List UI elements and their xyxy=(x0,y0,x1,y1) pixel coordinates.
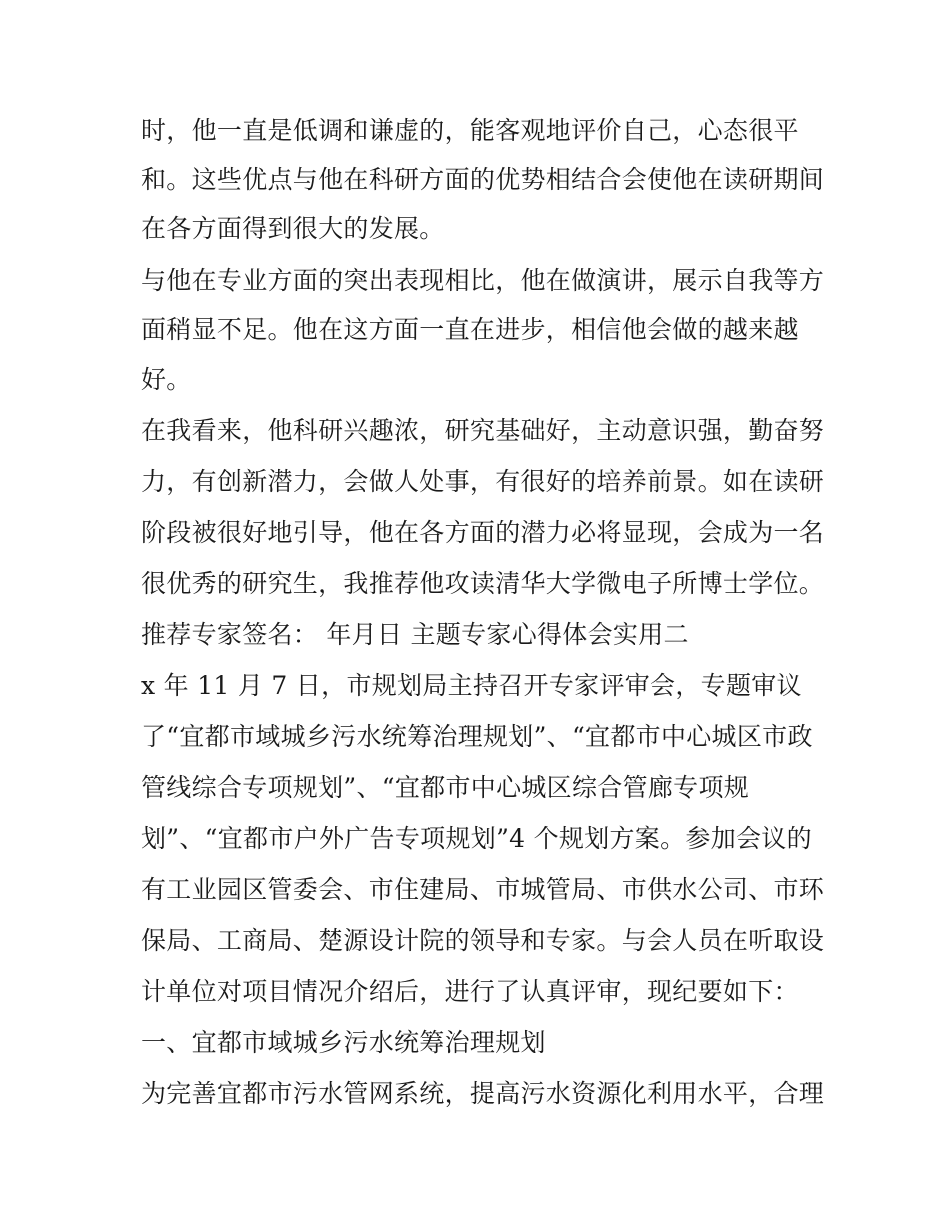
text-line: 力，有创新潜力，会做人处事，有很好的培养前景。如在读研 xyxy=(141,467,825,496)
text-line: 为完善宜都市污水管网系统，提高污水资源化利用水平，合理 xyxy=(141,1079,825,1108)
text-line: 阶段被很好地引导，他在各方面的潜力必将显现，会成为一名 xyxy=(141,518,825,547)
text-line: 计单位对项目情况介绍后，进行了认真评审，现纪要如下： xyxy=(141,977,799,1006)
text-line: 保局、工商局、楚源设计院的领导和专家。与会人员在听取设 xyxy=(141,926,825,955)
text-line: 时，他一直是低调和谦虚的，能客观地评价自己，心态很平 xyxy=(141,116,799,145)
text-line: 划”、“宜都市户外广告专项规划”4 个规划方案。参加会议的 xyxy=(141,824,812,853)
text-line: 了“宜都市域城乡污水统筹治理规划”、“宜都市中心城区市政 xyxy=(141,722,813,751)
text-line: 管线综合专项规划”、“宜都市中心城区综合管廊专项规 xyxy=(141,773,750,802)
text-line: 推荐专家签名： 年月日 主题专家心得体会实用二 xyxy=(141,620,689,649)
text-line: x 年 11 月 7 日，市规划局主持召开专家评审会，专题审议 xyxy=(141,671,802,700)
text-line: 好。 xyxy=(141,365,192,394)
text-line: 面稍显不足。他在这方面一直在进步，相信他会做的越来越 xyxy=(141,315,799,344)
text-line: 很优秀的研究生，我推荐他攻读清华大学微电子所博士学位。 xyxy=(141,569,825,598)
text-line: 有工业园区管委会、市住建局、市城管局、市供水公司、市环 xyxy=(141,875,825,904)
text-line: 与他在专业方面的突出表现相比，他在做演讲，展示自我等方 xyxy=(141,266,825,295)
text-line: 在我看来，他科研兴趣浓，研究基础好，主动意识强，勤奋努 xyxy=(141,416,825,445)
text-line: 在各方面得到很大的发展。 xyxy=(141,214,445,243)
text-line: 一、宜都市域城乡污水统筹治理规划 xyxy=(141,1028,546,1057)
text-line: 和。这些优点与他在科研方面的优势相结合会使他在读研期间 xyxy=(141,165,825,194)
